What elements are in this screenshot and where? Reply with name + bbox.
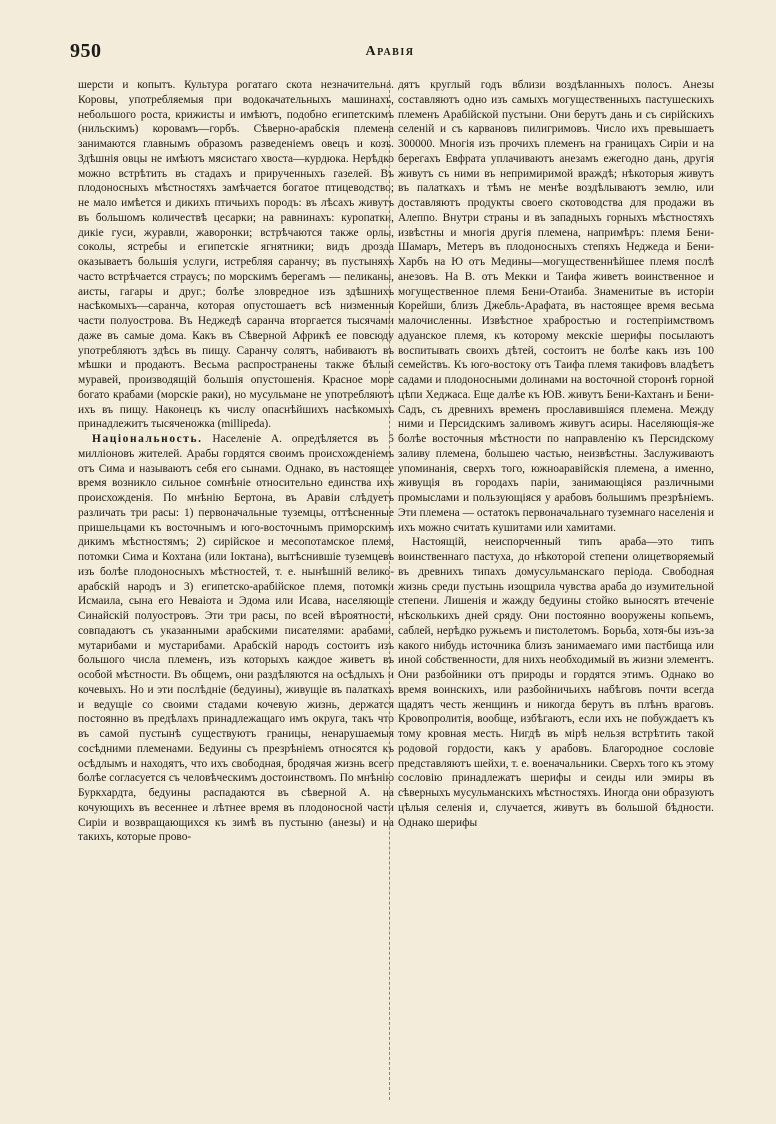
- left-column: [78, 78, 394, 845]
- section-heading: Національность.: [92, 433, 203, 445]
- paragraph-nationality: [78, 432, 394, 845]
- paragraph-text: Населеніе А. опредѣляется въ 5 милліоновъ жителей. Арабы гордятся своимъ происхожденіемъ отъ Сима и называютъ себя его сынами. Однако, въ настоящее время возникло сильное сомнѣніе относительно единства ихъ происхожденія. По мнѣнію Бертона, въ Аравіи слѣдуетъ различать три расы: 1) первоначальные туземцы, оттѣсненные пришельцами къ восточнымъ и юго-восточнымъ приморскимъ дикимъ мѣстностямъ; 2) сирійское и месопотамское племя, потомки Сима и Кохтана (или Іоктана), вытѣснившіе туземцевъ изъ болѣе плодоносныхъ мѣстностей, т. е. нынѣшній велико-арабскій народъ и 3) египетско-арабійское племя, потомки Исмаила, сына его Неваіота и Эдома или Исава, населяющіе Синайскій полуостровъ. Эти три расы, по всей вѣроятности, совпадаютъ съ указанными арабскими писателями: арабами, мутарибами и мустарибами. Арабскій народъ состоитъ изъ большого числа племенъ, изъ которыхъ каждое живетъ въ особой мѣстности. Въ общемъ, они раздѣляются на осѣдлыхъ и кочевыхъ. Но и эти послѣдніе (бедуины), живущіе въ палаткахъ и ведущіе со своими стадами кочевую жизнь, держатся постоянно въ предѣлахъ принадлежащаго имъ округа, такъ что въ самой пустынѣ существуютъ границы, ненарушаемыя сосѣдними племенами. Бедуины съ презрѣніемъ относятся къ осѣдлымъ и находятъ, что ихъ свободная, бродячая жизнь всего болѣе согласуется съ человѣческимъ достоинствомъ. По мнѣнію Буркхардта, бедуины распадаются въ сѣверной А. на кочующихъ въ весеннее и лѣтнее время въ плодоносной части Сиріи и возвращающихся къ зимѣ въ пустыню (анезы) и на такихъ, которые прово-: [78, 433, 394, 844]
- page-header: [70, 38, 710, 68]
- paragraph: шерсти и копытъ. Культура рогатаго скота незначительна. Коровы, употребляемыя при водокачательныхъ машинахъ, небольшого роста, крижисты и имѣютъ, подобно египетскимъ (нильскимъ) коровамъ—горбъ. Сѣверно-арабскія племена занимаются главнымъ образомъ разведеніемъ овецъ и козъ. Здѣшнія овцы не имѣютъ мясистаго хвоста—курдюка. Нерѣдко можно встрѣтить въ стадахъ и прирученныхъ газелей. Въ плодоносныхъ мѣстностяхъ замѣчается богатое птицеводство; не мало имѣется и дикихъ птичьихъ породъ: въ лѣсахъ живутъ въ большомъ количествѣ цесарки; на равнинахъ: куропатки, дикіе гуси, журавли, жаворонки; встрѣчаются также орлы, соколы, ястребы и египетскіе ягнятники; видъ дрозда оказываетъ большія услуги, истребляя саранчу; въ пустыняхъ часто встрѣчается страусъ; по морскимъ берегамъ — пеликаны, аисты, гагары и друг.; болѣе зловредное изъ здѣшнихъ насѣкомыхъ—саранча, которая опустошаетъ всѣ низменныя части полуострова. Въ Неджедѣ саранча вторгается тысячами даже въ самые дома. Какъ въ Сѣверной Африкѣ ее повсюду употребляютъ здѣсь въ пищу. Саранчу солятъ, набиваютъ въ мѣшки и продаютъ. Весьма распространены также бѣлый муравей, производящій большія опустошенія. Красное море богато крабами (морскіе раки), но мусульмане не употребляютъ ихъ въ пищу. Наконецъ къ числу опаснѣйшихъ насѣкомыхъ принадлежитъ тысяченожка (millipeda).: [78, 79, 394, 431]
- paragraph: дятъ круглый годъ вблизи воздѣланныхъ полосъ. Анезы составляютъ одно изъ самыхъ могущественныхъ пастушескихъ племенъ Арабійской пустыни. Они берутъ дань и съ сирійскихъ селеній и съ карвановъ пилигримовъ. Число ихъ превышаетъ 300000. Многія изъ прочихъ племенъ на границахъ Сиріи и на берегахъ Евфрата уплачиваютъ анезамъ ежегодно дань, другія живутъ съ ними въ непримиримой враждѣ; нѣкоторыя живутъ въ палаткахъ и тѣмъ не менѣе воздѣлываютъ землю, или доставляютъ продукты своего скотоводства для продажи въ Алеппо. Внутри страны и въ западныхъ горныхъ мѣстностяхъ извѣстны и многія другія племена, напримѣръ: племя Бени-Шамаръ, Метеръ въ плодоносныхъ степяхъ Неджеда и Бени-Харбъ на Ю отъ Медины—могущественнѣйшее племя послѣ анезовъ. На В. отъ Мекки и Таифа живетъ воинственное и могущественное племя Бени-Отаиба. Знаменитые въ исторіи Корейши, близъ Джебль-Арафата, въ настоящее время весьма малочисленны. Извѣстное храбростью и гостепріимствомъ адуанское племя, къ которому мекскіе шерифы посылаютъ воспитывать своихъ дѣтей, состоитъ не болѣе какъ изъ 100 семействъ. Къ юго-востоку отъ Таифа племя такифовъ владѣетъ садами и плодоносными долинами на восточной сторонѣ горной цѣпи Хеджаса. Еще далѣе къ ЮВ. живутъ Бени-Кахтанъ и Бени-Садъ, съ древнихъ временъ прославившіяся племена. Между ними и Персидскимъ заливомъ живутъ асиры. Населяющія-же болѣе восточныя мѣстности по направленію къ Персидскому заливу племена, большею частью, неизвѣстны. Заслуживаютъ упоминанія, сверхъ того, южноаравійскія племена, а именно, живущія въ городахъ паріи, занимающіяся различными промыслами и пользующіяся у арабовъ большимъ презрѣніемъ. Эти племена — остатокъ первоначальнаго туземнаго населенія и ихъ можно считать кушитами или хамитами.: [398, 79, 714, 534]
- column-divider: [389, 80, 390, 1100]
- page-number: 950: [70, 40, 102, 62]
- paragraph: Настоящій, неиспорченный типъ араба—это типъ воинственнаго пастуха, до нѣкоторой степени олицетворяемый въ древнихъ типахъ домусульманскаго періода. Свободная жизнь среди пустынь изощрила чувства араба до изумительной степени. Лишенія и жажду бедуины стойко выносятъ втеченіе нѣсколькихъ дней сряду. Они постоянно вооружены копьемъ, саблей, нерѣдко ружьемъ и пистолетомъ. Борьба, хотя-бы изъ-за какого нибудь источника близъ занимаемаго ими пастбища или иной собственности, для нихъ необходимый въ жизни элементъ. Они разбойники отъ природы и гордятся этимъ. Однако во время воинскихъ, или разбойничьихъ набѣговъ почти всегда щадятъ честь женщинъ и никогда берутъ въ плѣнъ враговъ. Кровопролитія, вообще, избѣгаютъ, если ихъ не побуждаетъ къ тому кровная месть. Нигдѣ въ мірѣ нельзя встрѣтить такой родовой гордости, какъ у арабовъ. Благородное сословіе представляютъ шейхи, т. е. военачальники. Сверхъ того къ этому сословію принадлежатъ шерифы и сеиды или эмиры въ сѣверныхъ мусульманскихъ мѣстностяхъ. Иногда они образуютъ цѣлыя селенія и, случается, живутъ въ большой бѣдности. Однако шерифы: [398, 536, 714, 829]
- right-column: [398, 78, 714, 830]
- running-title: Аравія: [365, 44, 415, 59]
